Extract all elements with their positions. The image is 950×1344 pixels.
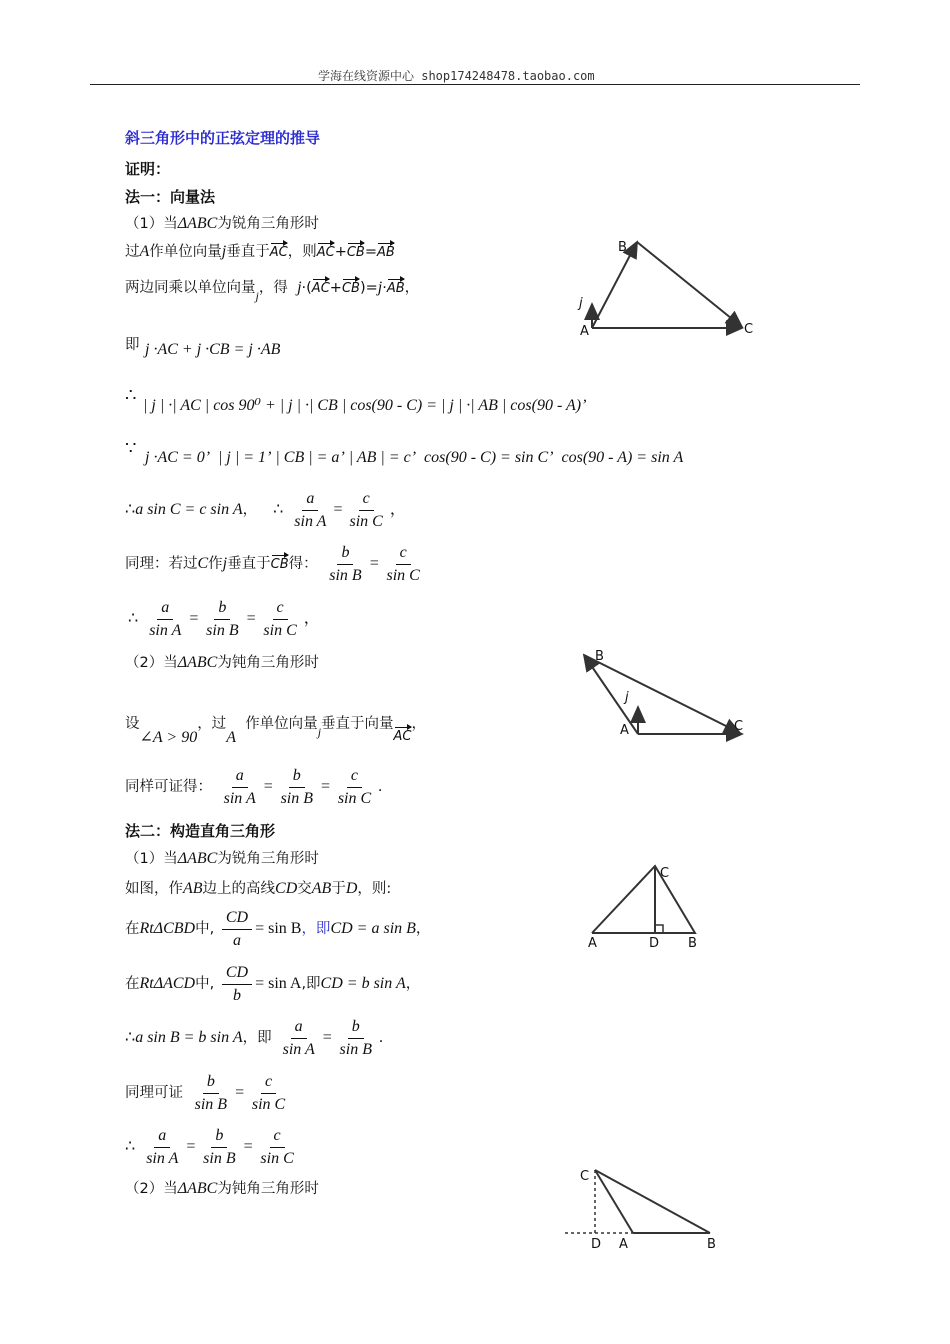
- label-c: C: [660, 866, 670, 881]
- label-b: B: [618, 240, 627, 255]
- m1-line6: ∴a sin C = c sin A， ∴ $\frac{a}{\text{sin A}}$ = $\frac{c}{\text{sin C}}$ ，: [125, 490, 406, 530]
- m1-case2-line: （2）当ΔABC为钝角三角形时: [125, 654, 319, 671]
- m1-line4-therefore: ∴: [125, 385, 137, 405]
- m1-case1-line: （1）当ΔABC为锐角三角形时: [125, 215, 319, 232]
- label-c: C: [744, 322, 754, 337]
- label-c: C: [580, 1169, 590, 1184]
- m2-line5: 同理可证 $\frac{b}{\text{sin B}}$ = $\frac{c}{\text{sin C}}$: [125, 1073, 286, 1113]
- proof-label: 证明：: [125, 160, 171, 178]
- m2-case1-line: （1）当ΔABC为锐角三角形时: [125, 850, 319, 867]
- figure-obtuse-altitude-triangle: [565, 1162, 725, 1257]
- vector-bc: [637, 242, 742, 327]
- label-j: j: [579, 296, 583, 311]
- m1-line7: 同理：若过C作j垂直于CB得： $\frac{b}{\text{sin B}}$ = $\frac{c}{\text{sin C}}$: [125, 544, 420, 584]
- label-j: j: [625, 690, 629, 705]
- m1-line4-math: | j | ·| AC | cos 90⁰ + | j | ·| CB | cos(90 - C) = | j | ·| AB | cos(90 - A)’: [143, 397, 587, 414]
- method1-heading: 法一：向量法: [125, 188, 216, 206]
- method2-heading: 法二：构造直角三角形: [125, 822, 276, 840]
- right-angle-mark: [655, 925, 663, 933]
- label-b: B: [688, 936, 697, 951]
- figure-acute-altitude-triangle: [580, 858, 710, 953]
- m1-line5-because: ∵: [125, 438, 137, 458]
- label-a: A: [620, 723, 629, 738]
- label-d: D: [591, 1237, 602, 1252]
- m2-line1: 如图，作AB边上的高线CD交AB于D，则:: [125, 880, 392, 897]
- label-b: B: [707, 1237, 716, 1252]
- m1-line5-math: j ·AC = 0’ | j | = 1’ | CB | = a’ | AB | = c’ cos(90 - C) = sin C’ cos(90 - A) = sin A: [145, 449, 684, 466]
- vector-ab: [584, 655, 638, 734]
- vector-bc: [584, 655, 740, 733]
- m1-line3: 即: [125, 337, 140, 353]
- m1-line10: 同样可证得： $\frac{a}{\text{sin A}}$ = $\frac{b}{\text{sin B}}$ = $\frac{c}{\text{sin C}}$ .: [125, 767, 383, 807]
- label-a: A: [580, 324, 589, 339]
- m2-line2: 在RtΔCBD中, $\frac{CD}{a}$ = sin B，即CD = a sin B，: [125, 909, 431, 949]
- header-rule: [90, 84, 860, 85]
- m1-line8: ∴ $\frac{a}{\text{sin A}}$ = $\frac{b}{\text{sin B}}$ = $\frac{c}{\text{sin C}}$ ，: [128, 599, 320, 639]
- side-cb: [595, 1170, 710, 1233]
- figure-obtuse-vector-triangle: [570, 643, 760, 748]
- label-a: A: [588, 936, 597, 951]
- m2-line6: ∴ $\frac{a}{\text{sin A}}$ = $\frac{b}{\text{sin B}}$ = $\frac{c}{\text{sin C}}$: [125, 1127, 294, 1167]
- vector-ab: [592, 242, 637, 328]
- figure-acute-vector-triangle: [570, 230, 770, 345]
- m2-case2-line: （2）当ΔABC为钝角三角形时: [125, 1180, 319, 1197]
- triangle-abc: [592, 866, 695, 933]
- m1-line3-math: j ·AC + j ·CB = j ·AB: [145, 341, 281, 358]
- page-title: 斜三角形中的正弦定理的推导: [125, 129, 321, 147]
- m1-line9: 设∠A > 90，过A 作单位向量$_j$垂直于向量AC，: [125, 716, 427, 746]
- m2-line4: ∴a sin B = b sin A，即 $\frac{a}{\text{sin A}}$ = $\frac{b}{\text{sin B}}$ .: [125, 1018, 383, 1058]
- m2-line3: 在RtΔACD中, $\frac{CD}{b}$ = sin A,即CD = b sin A，: [125, 964, 421, 1004]
- m1-line1: 过A作单位向量j垂直于AC，则AC+CB=AB: [125, 240, 395, 261]
- m1-line2: 两边同乘以单位向量$_j$，得 j·(AC+CB)=j·AB，: [125, 276, 419, 304]
- label-d: D: [649, 936, 660, 951]
- label-b: B: [595, 649, 604, 664]
- label-a: A: [619, 1237, 628, 1252]
- label-c: C: [734, 719, 744, 734]
- page-header: 学海在线资源中心 shop174248478.taobao.com: [318, 69, 595, 83]
